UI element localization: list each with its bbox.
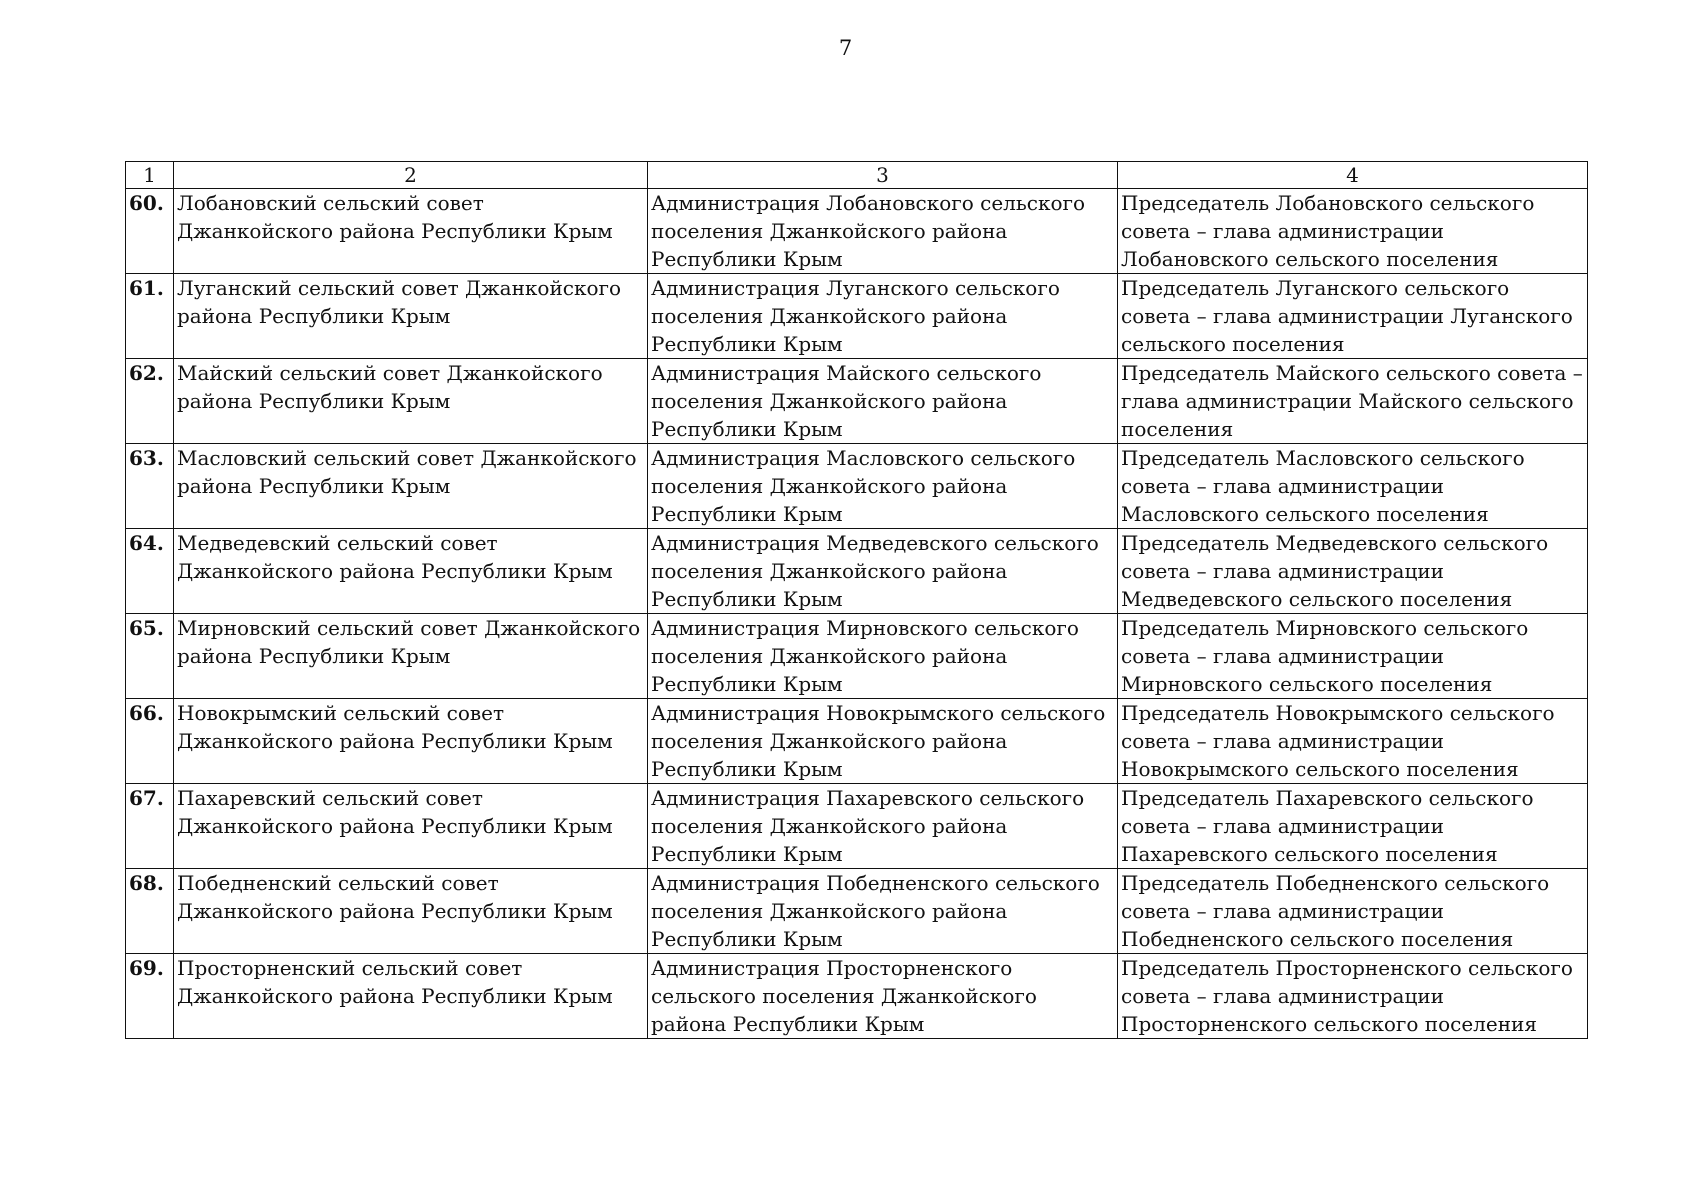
column-header-3: 3 bbox=[648, 162, 1118, 189]
row-number: 62. bbox=[126, 359, 174, 444]
column-header-1: 1 bbox=[126, 162, 174, 189]
administration-name: Администрация Лобановского сельского поселения Джанкойского района Республики Крым bbox=[648, 189, 1118, 274]
head-title: Председатель Майского сельского совета – глава администрации Майского сельского поселения bbox=[1118, 359, 1588, 444]
council-name: Победненский сельский совет Джанкойского района Республики Крым bbox=[174, 869, 648, 954]
table-row bbox=[126, 359, 1588, 444]
row-number: 64. bbox=[126, 529, 174, 614]
administration-name: Администрация Победненского сельского поселения Джанкойского района Республики Крым bbox=[648, 869, 1118, 954]
row-number: 60. bbox=[126, 189, 174, 274]
administration-name: Администрация Мирновского сельского поселения Джанкойского района Республики Крым bbox=[648, 614, 1118, 699]
table-row bbox=[126, 274, 1588, 359]
head-title: Председатель Луганского сельского совета – глава администрации Луганского сельского поселения bbox=[1118, 274, 1588, 359]
page-number: 7 bbox=[838, 36, 853, 60]
header-row bbox=[126, 162, 1588, 189]
administration-name: Администрация Просторненского сельского поселения Джанкойского района Республики Крым bbox=[648, 954, 1118, 1039]
administration-name: Администрация Медведевского сельского поселения Джанкойского района Республики Крым bbox=[648, 529, 1118, 614]
administration-name: Администрация Майского сельского поселения Джанкойского района Республики Крым bbox=[648, 359, 1118, 444]
row-number: 63. bbox=[126, 444, 174, 529]
administration-name: Администрация Луганского сельского поселения Джанкойского района Республики Крым bbox=[648, 274, 1118, 359]
council-name: Мирновский сельский совет Джанкойского района Республики Крым bbox=[174, 614, 648, 699]
table-row bbox=[126, 529, 1588, 614]
councils-table bbox=[125, 161, 1588, 1039]
council-name: Майский сельский совет Джанкойского района Республики Крым bbox=[174, 359, 648, 444]
council-name: Просторненский сельский совет Джанкойского района Республики Крым bbox=[174, 954, 648, 1039]
row-number: 68. bbox=[126, 869, 174, 954]
row-number: 65. bbox=[126, 614, 174, 699]
council-name: Медведевский сельский совет Джанкойского района Республики Крым bbox=[174, 529, 648, 614]
table-row bbox=[126, 444, 1588, 529]
council-name: Масловский сельский совет Джанкойского района Республики Крым bbox=[174, 444, 648, 529]
head-title: Председатель Просторненского сельского совета – глава администрации Просторненского сельского поселения bbox=[1118, 954, 1588, 1039]
head-title: Председатель Пахаревского сельского совета – глава администрации Пахаревского сельского поселения bbox=[1118, 784, 1588, 869]
administration-name: Администрация Новокрымского сельского поселения Джанкойского района Республики Крым bbox=[648, 699, 1118, 784]
column-header-4: 4 bbox=[1118, 162, 1588, 189]
head-title: Председатель Лобановского сельского совета – глава администрации Лобановского сельского поселения bbox=[1118, 189, 1588, 274]
administration-name: Администрация Масловского сельского поселения Джанкойского района Республики Крым bbox=[648, 444, 1118, 529]
column-header-2: 2 bbox=[174, 162, 648, 189]
row-number: 61. bbox=[126, 274, 174, 359]
council-name: Луганский сельский совет Джанкойского района Республики Крым bbox=[174, 274, 648, 359]
head-title: Председатель Победненского сельского совета – глава администрации Победненского сельского поселения bbox=[1118, 869, 1588, 954]
council-name: Пахаревский сельский совет Джанкойского района Республики Крым bbox=[174, 784, 648, 869]
table-row bbox=[126, 784, 1588, 869]
council-name: Новокрымский сельский совет Джанкойского района Республики Крым bbox=[174, 699, 648, 784]
table-row bbox=[126, 954, 1588, 1039]
council-name: Лобановский сельский совет Джанкойского района Республики Крым bbox=[174, 189, 648, 274]
table-row bbox=[126, 699, 1588, 784]
table-row bbox=[126, 869, 1588, 954]
row-number: 66. bbox=[126, 699, 174, 784]
table-row bbox=[126, 189, 1588, 274]
table-body bbox=[126, 189, 1588, 1039]
table-header bbox=[126, 162, 1588, 189]
row-number: 67. bbox=[126, 784, 174, 869]
head-title: Председатель Масловского сельского совета – глава администрации Масловского сельского поселения bbox=[1118, 444, 1588, 529]
head-title: Председатель Новокрымского сельского совета – глава администрации Новокрымского сельского поселения bbox=[1118, 699, 1588, 784]
head-title: Председатель Мирновского сельского совета – глава администрации Мирновского сельского поселения bbox=[1118, 614, 1588, 699]
head-title: Председатель Медведевского сельского совета – глава администрации Медведевского сельского поселения bbox=[1118, 529, 1588, 614]
administration-name: Администрация Пахаревского сельского поселения Джанкойского района Республики Крым bbox=[648, 784, 1118, 869]
row-number: 69. bbox=[126, 954, 174, 1039]
table-row bbox=[126, 614, 1588, 699]
